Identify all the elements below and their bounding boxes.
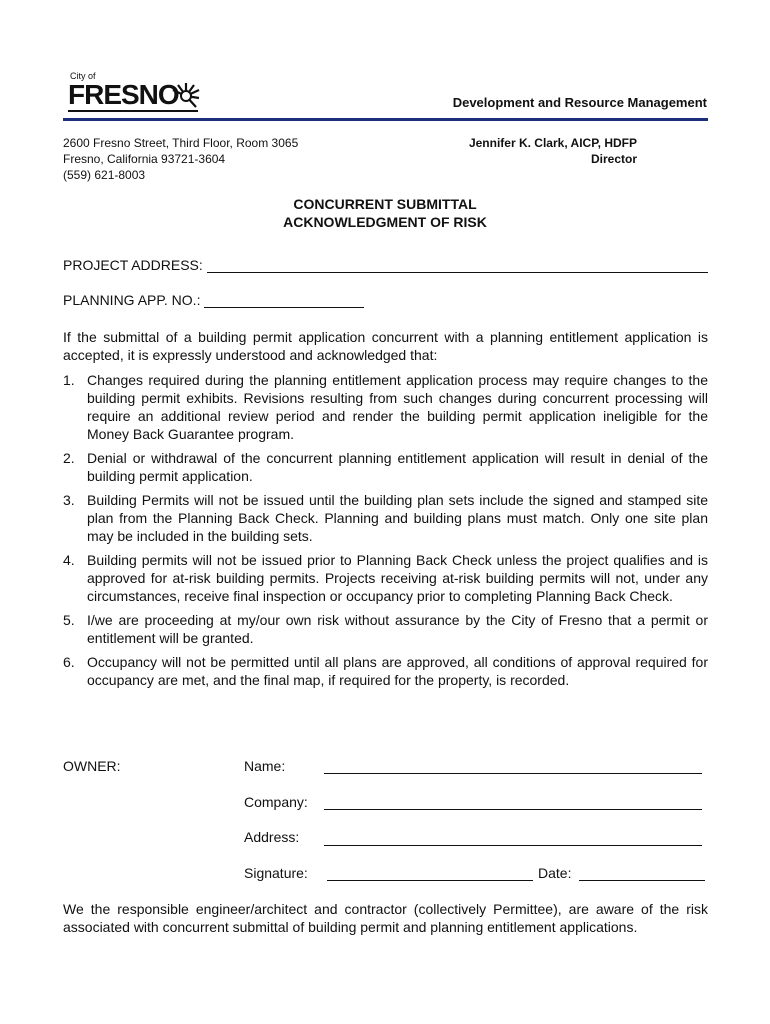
director-block (469, 135, 637, 167)
item-text: Occupancy will not be permitted until all plans are approved, all conditions of approval required for occupancy are met, and the final map, if required for the property, is recorded. (87, 654, 708, 688)
item-number: 5. (63, 612, 75, 628)
name-label: Name: (244, 758, 286, 774)
item-text: Building permits will not be issued prior to Planning Back Check unless the project qualifies and is approved for at-risk building permits. Projects receiving at-risk building permits will not, under any circumstances, receive final inspection or occupancy prior to completing Planning Back Check. (87, 552, 708, 604)
owner-label: OWNER: (63, 758, 121, 774)
date-field[interactable] (579, 879, 705, 881)
list-item (63, 611, 708, 647)
item-number: 2. (63, 450, 75, 466)
acknowledgment-list (63, 371, 708, 695)
list-item (63, 371, 708, 443)
signature-field[interactable] (327, 879, 533, 881)
project-address-row (63, 257, 708, 273)
item-number: 3. (63, 492, 75, 508)
list-item (63, 491, 708, 545)
date-label: Date: (538, 865, 572, 881)
planning-app-row (63, 292, 364, 308)
logo-fresno: FRESNO (68, 79, 179, 110)
office-address (63, 135, 298, 183)
item-text: Denial or withdrawal of the concurrent planning entitlement application will result in denial of the building permit application. (87, 450, 708, 484)
item-text: Building Permits will not be issued until the building plan sets include the signed and stamped site plan from the Planning Back Check. Planning and building plans must match. Only one site plan may be included in the building sets. (87, 492, 708, 544)
department-name: Development and Resource Management (452, 95, 707, 110)
item-number: 6. (63, 654, 75, 670)
company-label: Company: (244, 794, 308, 810)
list-item (63, 551, 708, 605)
title-line: CONCURRENT SUBMITTAL (293, 196, 477, 212)
director-title: Director (590, 152, 637, 166)
company-field[interactable] (324, 808, 702, 810)
list-item (63, 653, 708, 689)
item-number: 1. (63, 372, 75, 388)
intro-paragraph: If the submittal of a building permit application concurrent with a planning entitlement application is accepted, it is expressly understood and acknowledged that: (63, 329, 708, 363)
project-address-field[interactable] (207, 258, 708, 273)
address-field[interactable] (324, 844, 702, 846)
title-line: ACKNOWLEDGMENT OF RISK (283, 214, 487, 230)
header-rule (63, 118, 708, 121)
address-line: 2600 Fresno Street, Third Floor, Room 3065 (63, 136, 299, 150)
item-text: I/we are proceeding at my/our own risk without assurance by the City of Fresno that a permit or entitlement will be granted. (87, 612, 708, 646)
page-title (0, 195, 770, 231)
planning-app-label: PLANNING APP. NO.: (63, 292, 201, 308)
address-label: Address: (244, 829, 300, 845)
address-line: Fresno, California 93721-3604 (63, 152, 226, 166)
sun-logo-icon (172, 82, 200, 110)
name-field[interactable] (324, 772, 702, 774)
item-number: 4. (63, 552, 75, 568)
closing-paragraph: We the responsible engineer/architect and contractor (collectively Permittee), are aware of the risk associated with concurrent submittal of building permit and planning entitlement applications. (63, 901, 708, 935)
list-item (63, 449, 708, 485)
planning-app-field[interactable] (204, 293, 364, 308)
project-address-label: PROJECT ADDRESS: (63, 257, 203, 273)
logo-city-of: City of (70, 71, 96, 81)
item-text: Changes required during the planning entitlement application process may require changes to the building permit exhibits. Revisions resulting from such changes during concurrent processing will require an additional review period and render the building permit application ineligible for the Money Back Guarantee program. (87, 372, 708, 442)
address-line: (559) 621-8003 (63, 168, 146, 182)
signature-label: Signature: (244, 865, 308, 881)
director-name: Jennifer K. Clark, AICP, HDFP (468, 136, 637, 150)
logo-underline (68, 110, 198, 112)
